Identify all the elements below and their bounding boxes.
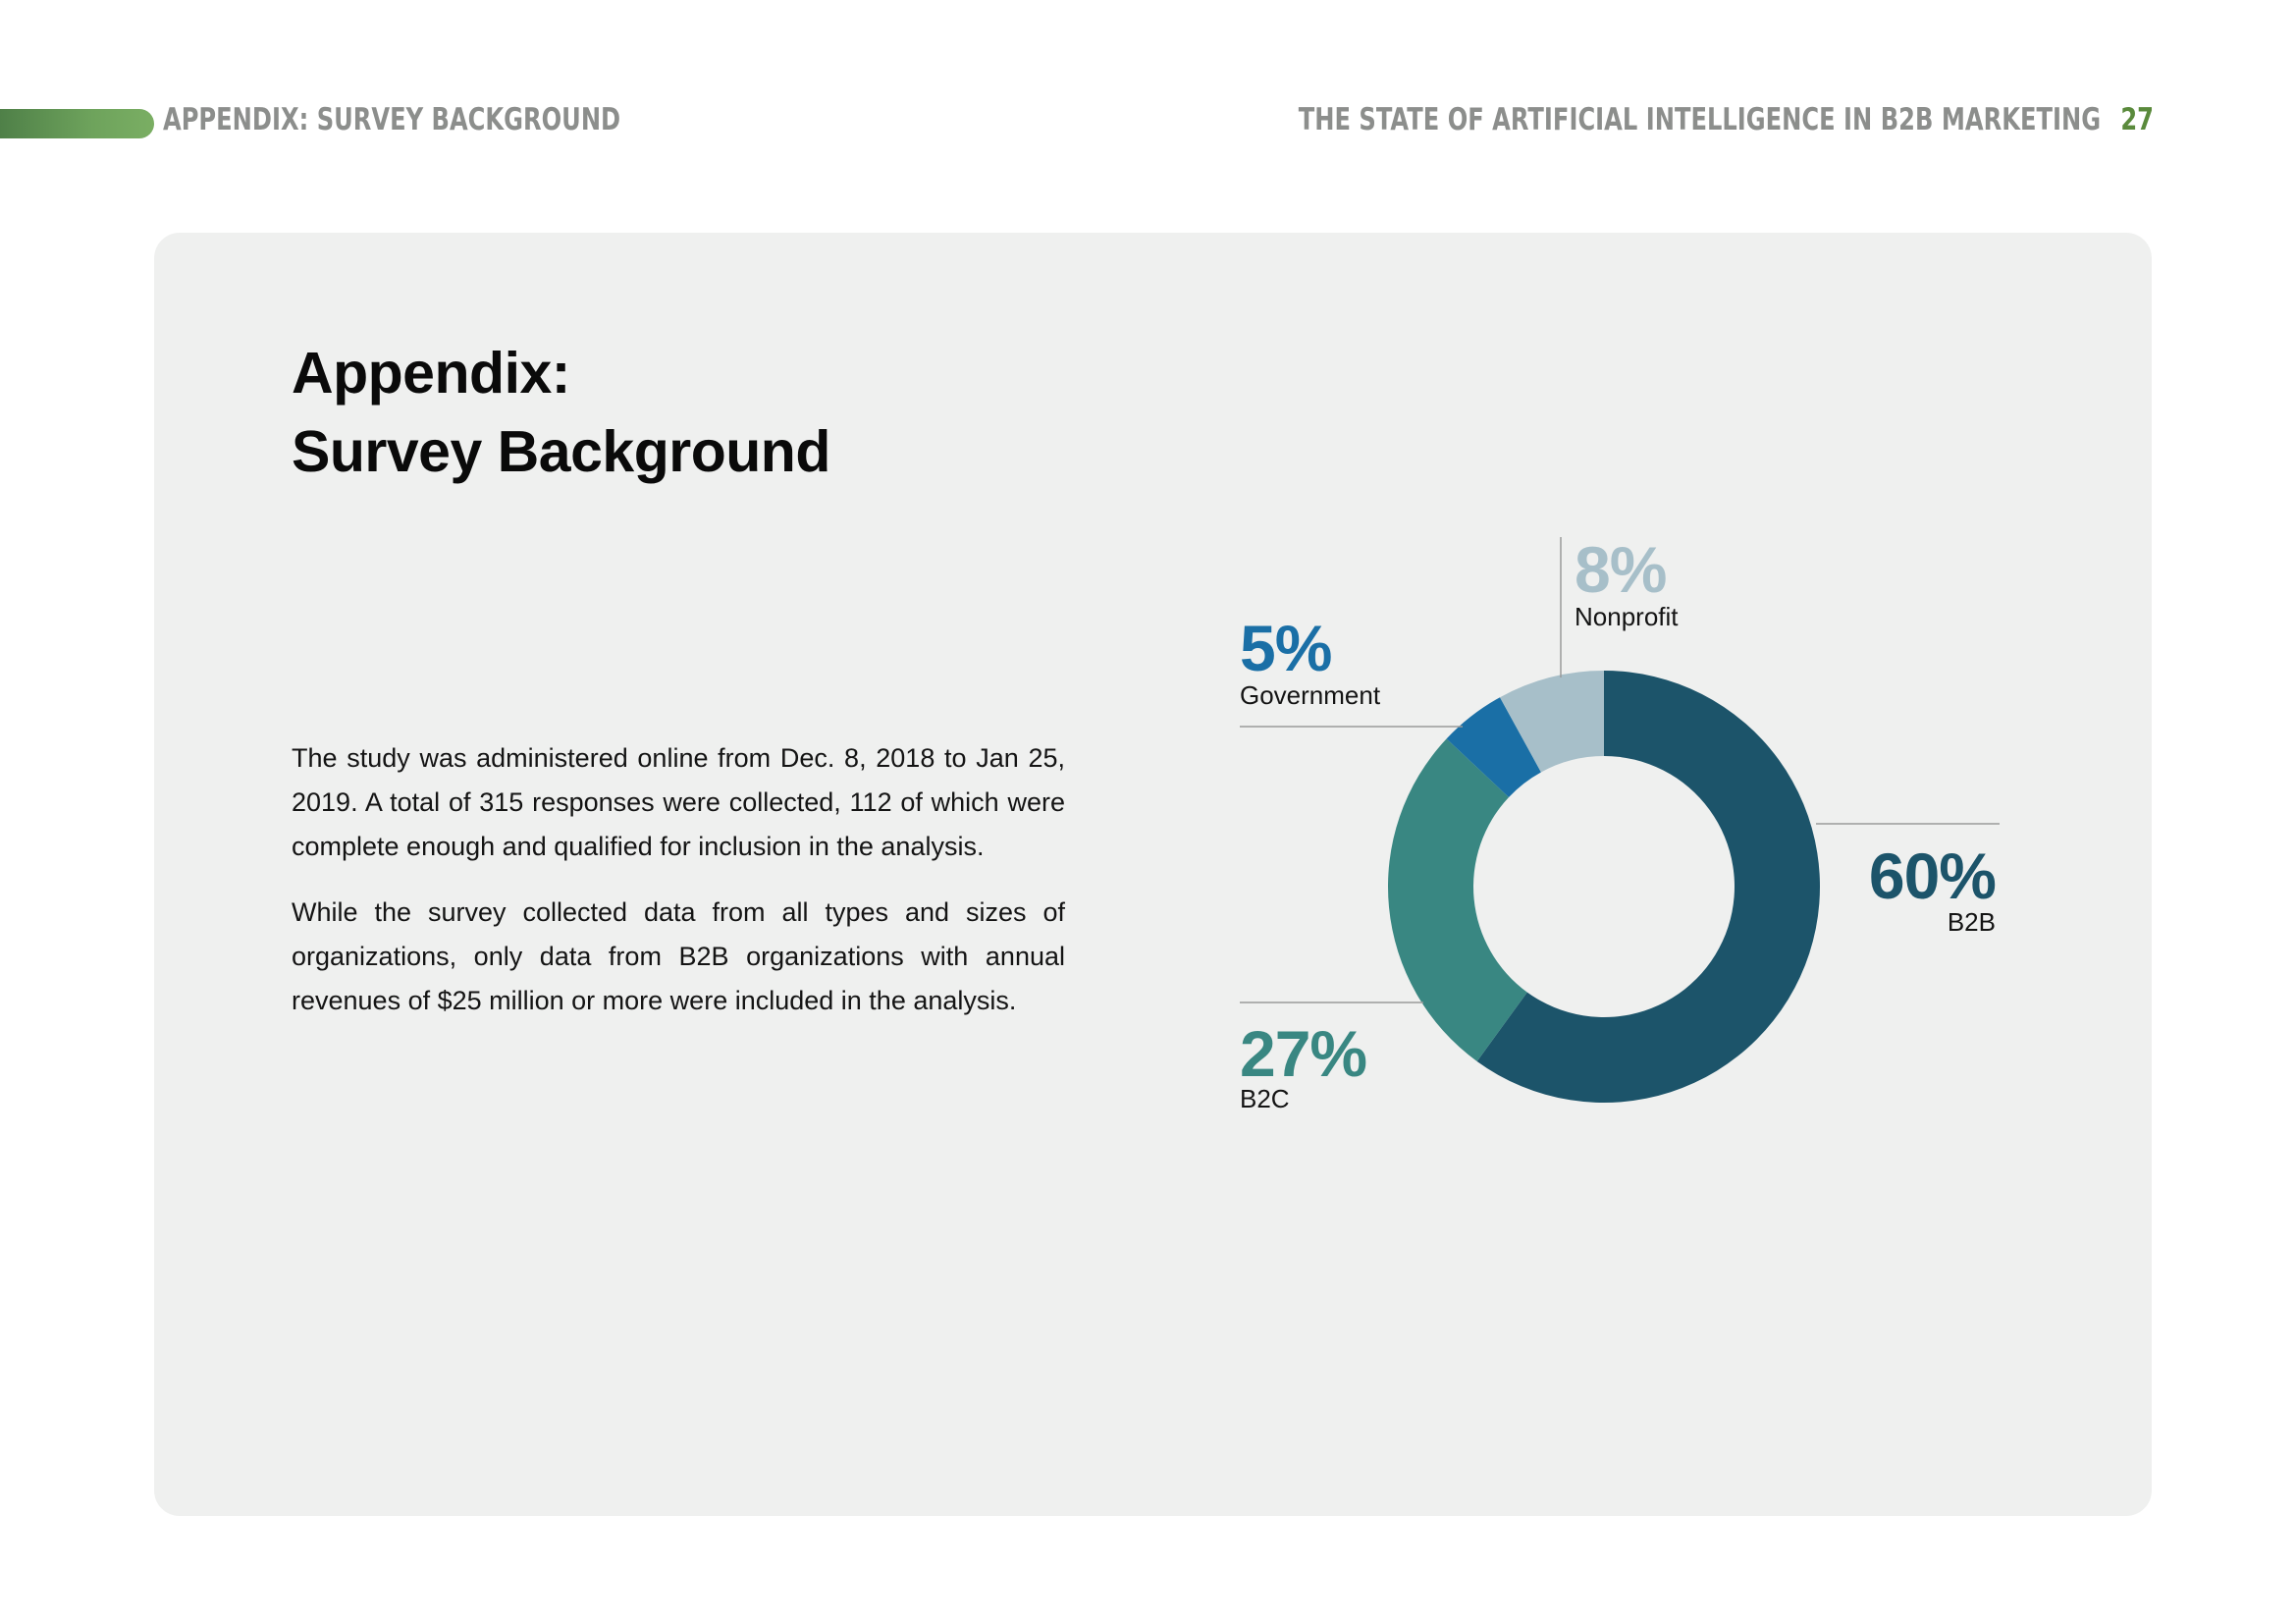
page-number: 27 <box>2120 102 2154 137</box>
report-title: THE STATE OF ARTIFICIAL INTELLIGENCE IN B2B MARKETING <box>1298 102 2102 137</box>
category-label-b2c: B2C <box>1240 1084 1290 1113</box>
value-label-nonprofit: 8% <box>1575 533 1667 606</box>
section-label: APPENDIX: SURVEY BACKGROUND <box>163 102 621 137</box>
category-label-nonprofit: Nonprofit <box>1575 602 1679 631</box>
page-title-line2: Survey Background <box>292 419 830 484</box>
value-label-government: 5% <box>1240 612 1332 684</box>
paragraph-qualification: While the survey collected data from all types and sizes of organizations, only data from B2B organizations with annual revenues of $25 million or more were included in the analysis. <box>292 897 1065 1015</box>
paragraph-study-period: The study was administered online from Dec. 8, 2018 to Jan 25, 2019. A total of 315 responses were collected, 112 of which were complete enough and qualified for inclusion in the analysis. <box>292 743 1065 861</box>
value-label-b2b: 60% <box>1868 839 1996 912</box>
page-title-line1: Appendix: <box>292 341 570 406</box>
category-label-b2b: B2B <box>1947 907 1996 937</box>
value-label-b2c: 27% <box>1240 1017 1367 1090</box>
category-label-government: Government <box>1240 680 1381 710</box>
